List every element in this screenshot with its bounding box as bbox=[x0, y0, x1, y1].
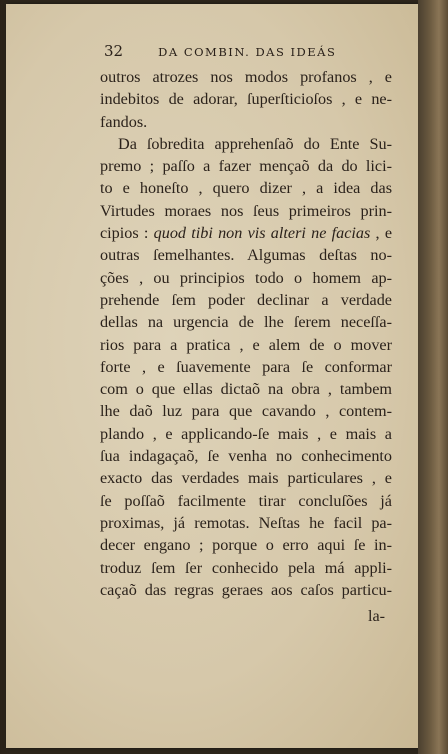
text-line: indebitos de adorar, ſuperſticioſos , e ne- bbox=[100, 90, 392, 109]
text-line: lhe daõ luz para que cavando , contem- bbox=[100, 402, 392, 421]
text-line: premo ; paſſo a fazer mençaõ da do lici- bbox=[100, 157, 392, 176]
text-line: caçaõ das regras geraes aos caſos particu- bbox=[100, 580, 392, 599]
body-text bbox=[100, 66, 392, 601]
text-line: fandos. bbox=[100, 112, 148, 131]
text-line: prehende ſem poder declinar a verdade bbox=[100, 290, 392, 309]
paragraph-start-line: Da ſobredita apprehenſaõ do Ente Su- bbox=[118, 134, 392, 153]
page-edge bbox=[418, 0, 448, 754]
text-line: ſe poſſaõ facilmente tirar concluſões já bbox=[100, 491, 392, 510]
text-line: rios para a pratica , e alem de o mover bbox=[100, 335, 392, 354]
text-line: proximas, já remotas. Neſtas he facil pa- bbox=[100, 513, 392, 532]
latin-quote: quod tibi non vis alteri ne facias bbox=[153, 224, 371, 243]
text-line: Virtudes moraes nos ſeus primeiros prin- bbox=[100, 201, 392, 220]
text-line: ſua indagaçaõ, ſe venha no conhecimento bbox=[100, 447, 392, 466]
text-line: outras ſemelhantes. Algumas deſtas no- bbox=[100, 246, 392, 265]
text-line: exacto das verdades mais particulares , e bbox=[100, 469, 392, 488]
running-head bbox=[104, 42, 404, 60]
text-line: to e honeſto , quero dizer , a idea das bbox=[100, 179, 392, 198]
page-number: 32 bbox=[104, 42, 124, 60]
text-line: plando , e applicando-ſe mais , e mais a bbox=[100, 424, 392, 443]
text-line: outros atrozes nos modos profanos , e bbox=[100, 68, 392, 86]
text-line: decer engano ; porque o erro aqui ſe in- bbox=[100, 536, 392, 555]
catchword: la- bbox=[368, 607, 386, 625]
text-line: dellas na urgencia de lhe ſerem neceſſa- bbox=[100, 313, 392, 332]
text-line: com o que ellas dictaõ na obra , tambem bbox=[100, 380, 392, 399]
text-line-with-italic: cipios : quod tibi non vis alteri ne facias , e bbox=[100, 224, 392, 243]
text-line: forte , e ſuavemente para ſe conformar bbox=[100, 357, 392, 376]
running-title: DA COMBIN. DAS IDEÁS bbox=[158, 45, 337, 59]
text-line: troduz ſem ſer conhecido pela má appli- bbox=[100, 558, 392, 577]
text-line: ções , ou principios todo o homem ap- bbox=[100, 268, 392, 287]
